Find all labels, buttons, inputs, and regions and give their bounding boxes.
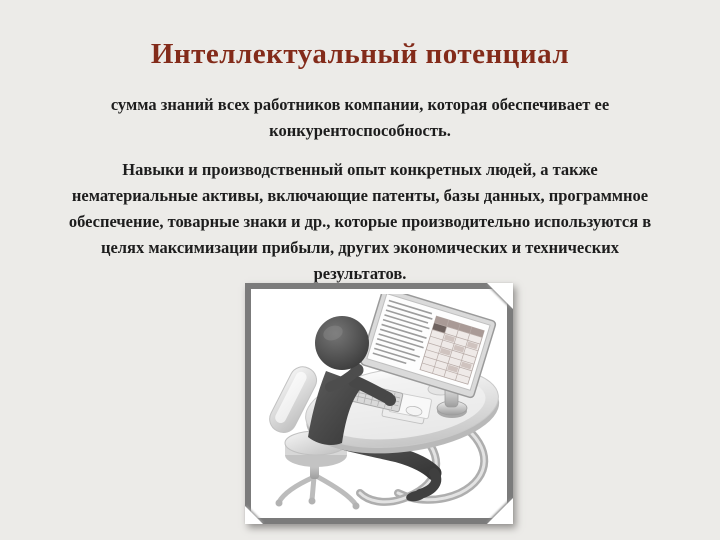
frame-corner-fold-bottom-left	[245, 506, 263, 524]
computer-user-illustration	[256, 294, 502, 513]
picture-mat	[251, 289, 507, 518]
frame-corner-fold-bottom-right	[487, 498, 513, 524]
chair-base	[279, 477, 356, 505]
slide-title: Интеллектуальный потенциал	[150, 38, 570, 70]
picture-frame	[245, 283, 513, 524]
details-paragraph: Навыки и производственный опыт конкретных людей, а также нематериальные активы, включающие патенты, базы данных, программное обеспечение, товарные знаки и др., которые производительно используются в целях максимизации прибыли, других экономических и технических результатов.	[68, 160, 652, 283]
definition-paragraph: сумма знаний всех работников компании, которая обеспечивает ее конкурентоспособность.	[110, 95, 610, 140]
frame-corner-fold-top-right	[487, 283, 513, 309]
